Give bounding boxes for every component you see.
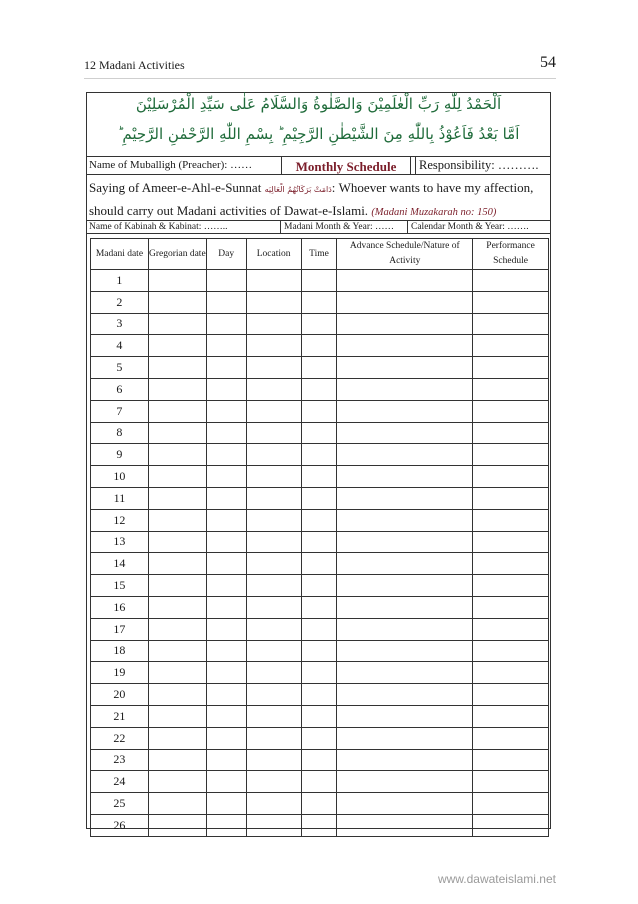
entry-cell[interactable] — [148, 640, 206, 662]
entry-cell[interactable] — [148, 487, 206, 509]
entry-cell[interactable] — [206, 575, 246, 597]
entry-cell[interactable] — [206, 313, 246, 335]
entry-cell[interactable] — [206, 814, 246, 836]
entry-cell[interactable] — [246, 814, 301, 836]
entry-cell[interactable] — [246, 640, 301, 662]
entry-cell[interactable] — [301, 596, 337, 618]
entry-cell[interactable] — [246, 444, 301, 466]
entry-cell[interactable] — [473, 466, 549, 488]
entry-cell[interactable] — [473, 640, 549, 662]
table-row — [91, 662, 549, 684]
entry-cell[interactable] — [301, 684, 337, 706]
entry-cell[interactable] — [246, 596, 301, 618]
arabic-hamd-line: اَلْحَمْدُ لِلّٰهِ رَبِّ الْعٰلَمِيْنَ وَالصَّلٰوةُ وَالسَّلَامُ عَلٰى سَيِّدِ الْمُرْسَلِيْنَ — [135, 95, 502, 113]
table-row — [91, 335, 549, 357]
row-number: 8 — [91, 422, 149, 444]
table-row — [91, 771, 549, 793]
table-row — [91, 509, 549, 531]
entry-cell[interactable] — [473, 509, 549, 531]
schedule-title: Monthly Schedule — [281, 156, 411, 175]
entry-cell[interactable] — [148, 727, 206, 749]
entry-cell[interactable] — [301, 487, 337, 509]
entry-cell[interactable] — [301, 531, 337, 553]
entry-cell[interactable] — [473, 422, 549, 444]
entry-cell[interactable] — [148, 793, 206, 815]
entry-cell[interactable] — [473, 814, 549, 836]
entry-cell[interactable] — [206, 727, 246, 749]
entry-cell[interactable] — [246, 531, 301, 553]
entry-cell[interactable] — [337, 640, 473, 662]
column-header: Advance Schedule/Nature of Activity — [337, 239, 473, 270]
entry-cell[interactable] — [473, 270, 549, 292]
table-row — [91, 553, 549, 575]
table-row — [91, 378, 549, 400]
entry-cell[interactable] — [148, 705, 206, 727]
entry-cell[interactable] — [301, 749, 337, 771]
entry-cell[interactable] — [301, 335, 337, 357]
entry-cell[interactable] — [337, 444, 473, 466]
entry-cell[interactable] — [206, 749, 246, 771]
entry-cell[interactable] — [301, 509, 337, 531]
entry-cell[interactable] — [337, 814, 473, 836]
responsibility-field[interactable]: Responsibility: ………. — [415, 157, 550, 174]
entry-cell[interactable] — [337, 771, 473, 793]
table-row — [91, 793, 549, 815]
row-number: 17 — [91, 618, 149, 640]
arabic-bismillah-line: اَمَّا بَعْدُ فَاَعُوْذُ بِاللّٰهِ مِنَ الشَّيْطٰنِ الرَّجِيْمِ ؕ بِسْمِ اللّٰهِ الرَّحْمٰنِ الرَّحِيْمِ ؕ — [117, 125, 520, 143]
entry-cell[interactable] — [473, 705, 549, 727]
entry-cell[interactable] — [246, 270, 301, 292]
entry-cell[interactable] — [473, 400, 549, 422]
entry-cell[interactable] — [206, 553, 246, 575]
entry-cell[interactable] — [337, 466, 473, 488]
entry-cell[interactable] — [206, 444, 246, 466]
row-number: 11 — [91, 487, 149, 509]
column-header: Time — [301, 239, 337, 270]
entry-cell[interactable] — [473, 618, 549, 640]
entry-cell[interactable] — [148, 357, 206, 379]
saying-text: : Whoever wants to have my affection, should carry out Madani activities of Dawat-e-Islami. — [89, 180, 534, 218]
book-title: 12 Madani Activities — [84, 58, 185, 72]
entry-cell[interactable] — [246, 684, 301, 706]
entry-cell[interactable] — [473, 553, 549, 575]
entry-cell[interactable] — [148, 270, 206, 292]
saying-reference: (Madani Muzakarah no: 150) — [371, 207, 497, 218]
entry-cell[interactable] — [473, 749, 549, 771]
page-header — [84, 56, 556, 76]
entry-cell[interactable] — [473, 727, 549, 749]
entry-cell[interactable] — [337, 553, 473, 575]
entry-cell[interactable] — [246, 662, 301, 684]
row-number: 19 — [91, 662, 149, 684]
entry-cell[interactable] — [246, 509, 301, 531]
entry-cell[interactable] — [337, 335, 473, 357]
entry-cell[interactable] — [148, 684, 206, 706]
entry-cell[interactable] — [206, 378, 246, 400]
column-header: Gregorian date — [148, 239, 206, 270]
entry-cell[interactable] — [206, 335, 246, 357]
entry-cell[interactable] — [246, 466, 301, 488]
row-number: 16 — [91, 596, 149, 618]
entry-cell[interactable] — [473, 487, 549, 509]
entry-cell[interactable] — [206, 662, 246, 684]
table-row — [91, 575, 549, 597]
entry-cell[interactable] — [246, 378, 301, 400]
table-row — [91, 814, 549, 836]
entry-cell[interactable] — [337, 357, 473, 379]
row-number: 26 — [91, 814, 149, 836]
entry-cell[interactable] — [148, 466, 206, 488]
table-row — [91, 444, 549, 466]
website-footer: www.dawateislami.net — [437, 872, 556, 886]
row-number: 22 — [91, 727, 149, 749]
entry-cell[interactable] — [473, 444, 549, 466]
entry-cell[interactable] — [337, 378, 473, 400]
entry-cell[interactable] — [246, 553, 301, 575]
entry-cell[interactable] — [473, 335, 549, 357]
kabinah-field[interactable]: Name of Kabinah & Kabinat: …….. — [89, 222, 228, 232]
row-number: 10 — [91, 466, 149, 488]
entry-cell[interactable] — [148, 814, 206, 836]
entry-cell[interactable] — [148, 596, 206, 618]
row-number: 5 — [91, 357, 149, 379]
entry-cell[interactable] — [337, 575, 473, 597]
entry-cell[interactable] — [337, 270, 473, 292]
entry-cell[interactable] — [246, 357, 301, 379]
row-number: 12 — [91, 509, 149, 531]
muballigh-row — [87, 156, 550, 175]
table-row — [91, 313, 549, 335]
entry-cell[interactable] — [206, 291, 246, 313]
entry-cell[interactable] — [246, 771, 301, 793]
table-row — [91, 422, 549, 444]
row-number: 23 — [91, 749, 149, 771]
entry-cell[interactable] — [337, 291, 473, 313]
entry-cell[interactable] — [206, 270, 246, 292]
row-number: 25 — [91, 793, 149, 815]
entry-cell[interactable] — [337, 662, 473, 684]
entry-cell[interactable] — [337, 618, 473, 640]
row-number: 7 — [91, 400, 149, 422]
kabinah-row — [87, 220, 550, 234]
entry-cell[interactable] — [473, 357, 549, 379]
schedule-table — [90, 238, 549, 837]
table-row — [91, 400, 549, 422]
entry-cell[interactable] — [301, 618, 337, 640]
entry-cell[interactable] — [246, 291, 301, 313]
entry-cell[interactable] — [246, 618, 301, 640]
entry-cell[interactable] — [473, 313, 549, 335]
entry-cell[interactable] — [301, 575, 337, 597]
row-number: 21 — [91, 705, 149, 727]
entry-cell[interactable] — [246, 335, 301, 357]
table-row — [91, 684, 549, 706]
entry-cell[interactable] — [301, 727, 337, 749]
entry-cell[interactable] — [148, 400, 206, 422]
entry-cell[interactable] — [301, 378, 337, 400]
table-row — [91, 531, 549, 553]
entry-cell[interactable] — [206, 422, 246, 444]
entry-cell[interactable] — [246, 575, 301, 597]
entry-cell[interactable] — [148, 509, 206, 531]
schedule-form — [86, 92, 551, 832]
entry-cell[interactable] — [206, 487, 246, 509]
entry-cell[interactable] — [148, 335, 206, 357]
entry-cell[interactable] — [337, 684, 473, 706]
entry-cell[interactable] — [148, 771, 206, 793]
entry-cell[interactable] — [473, 793, 549, 815]
table-row — [91, 749, 549, 771]
muballigh-field[interactable]: Name of Muballigh (Preacher): …… — [89, 159, 253, 171]
row-number: 9 — [91, 444, 149, 466]
entry-cell[interactable] — [337, 531, 473, 553]
row-number: 3 — [91, 313, 149, 335]
saying-block — [89, 177, 549, 223]
table-row — [91, 270, 549, 292]
table-row — [91, 596, 549, 618]
entry-cell[interactable] — [246, 793, 301, 815]
entry-cell[interactable] — [473, 291, 549, 313]
entry-cell[interactable] — [337, 313, 473, 335]
entry-cell[interactable] — [206, 705, 246, 727]
entry-cell[interactable] — [206, 793, 246, 815]
entry-cell[interactable] — [246, 487, 301, 509]
entry-cell[interactable] — [206, 618, 246, 640]
entry-cell[interactable] — [301, 466, 337, 488]
entry-cell[interactable] — [473, 596, 549, 618]
entry-cell[interactable] — [301, 814, 337, 836]
table-row — [91, 618, 549, 640]
entry-cell[interactable] — [148, 575, 206, 597]
entry-cell[interactable] — [473, 575, 549, 597]
entry-cell[interactable] — [301, 291, 337, 313]
entry-cell[interactable] — [246, 705, 301, 727]
column-header: Location — [246, 239, 301, 270]
entry-cell[interactable] — [301, 793, 337, 815]
madani-month-field[interactable]: Madani Month & Year: …… — [280, 221, 394, 233]
entry-cell[interactable] — [337, 727, 473, 749]
entry-cell[interactable] — [206, 596, 246, 618]
entry-cell[interactable] — [301, 313, 337, 335]
entry-cell[interactable] — [337, 793, 473, 815]
entry-cell[interactable] — [246, 749, 301, 771]
entry-cell[interactable] — [301, 270, 337, 292]
entry-cell[interactable] — [301, 662, 337, 684]
header-divider — [84, 78, 556, 79]
table-row — [91, 357, 549, 379]
entry-cell[interactable] — [148, 553, 206, 575]
entry-cell[interactable] — [473, 771, 549, 793]
entry-cell[interactable] — [148, 531, 206, 553]
entry-cell[interactable] — [337, 749, 473, 771]
entry-cell[interactable] — [206, 400, 246, 422]
row-number: 1 — [91, 270, 149, 292]
column-header: Madani date — [91, 239, 149, 270]
calendar-month-field[interactable]: Calendar Month & Year: ……. — [407, 221, 529, 233]
entry-cell[interactable] — [473, 378, 549, 400]
entry-cell[interactable] — [206, 466, 246, 488]
entry-cell[interactable] — [206, 684, 246, 706]
row-number: 2 — [91, 291, 149, 313]
entry-cell[interactable] — [246, 422, 301, 444]
entry-cell[interactable] — [246, 400, 301, 422]
row-number: 18 — [91, 640, 149, 662]
entry-cell[interactable] — [148, 291, 206, 313]
entry-cell[interactable] — [301, 444, 337, 466]
entry-cell[interactable] — [246, 313, 301, 335]
entry-cell[interactable] — [473, 662, 549, 684]
row-number: 6 — [91, 378, 149, 400]
entry-cell[interactable] — [337, 509, 473, 531]
entry-cell[interactable] — [301, 400, 337, 422]
entry-cell[interactable] — [148, 378, 206, 400]
entry-cell[interactable] — [206, 531, 246, 553]
row-number: 20 — [91, 684, 149, 706]
entry-cell[interactable] — [337, 422, 473, 444]
column-header: Performance Schedule — [473, 239, 549, 270]
table-body — [91, 270, 549, 837]
table-row — [91, 727, 549, 749]
entry-cell[interactable] — [301, 422, 337, 444]
entry-cell[interactable] — [473, 684, 549, 706]
table-row — [91, 705, 549, 727]
table-row — [91, 466, 549, 488]
entry-cell[interactable] — [206, 771, 246, 793]
entry-cell[interactable] — [301, 705, 337, 727]
table-header-row — [91, 239, 549, 270]
entry-cell[interactable] — [473, 531, 549, 553]
entry-cell[interactable] — [246, 727, 301, 749]
entry-cell[interactable] — [337, 596, 473, 618]
entry-cell[interactable] — [148, 313, 206, 335]
entry-cell[interactable] — [206, 509, 246, 531]
entry-cell[interactable] — [301, 771, 337, 793]
row-number: 4 — [91, 335, 149, 357]
entry-cell[interactable] — [206, 640, 246, 662]
entry-cell[interactable] — [337, 400, 473, 422]
page-number: 54 — [540, 54, 556, 71]
entry-cell[interactable] — [206, 357, 246, 379]
entry-cell[interactable] — [337, 705, 473, 727]
entry-cell[interactable] — [148, 749, 206, 771]
entry-cell[interactable] — [301, 553, 337, 575]
saying-prefix: Saying of Ameer-e-Ahl-e-Sunnat — [89, 180, 262, 195]
entry-cell[interactable] — [301, 357, 337, 379]
row-number: 24 — [91, 771, 149, 793]
table-row — [91, 640, 549, 662]
entry-cell[interactable] — [148, 662, 206, 684]
column-header: Day — [206, 239, 246, 270]
entry-cell[interactable] — [148, 422, 206, 444]
row-number: 14 — [91, 553, 149, 575]
table-row — [91, 487, 549, 509]
saying-dua: دَامَتْ بَرَكَاتُهُمُ الْعَالِيَه — [264, 185, 332, 194]
table-row — [91, 291, 549, 313]
row-number: 15 — [91, 575, 149, 597]
row-number: 13 — [91, 531, 149, 553]
entry-cell[interactable] — [337, 487, 473, 509]
entry-cell[interactable] — [148, 618, 206, 640]
entry-cell[interactable] — [301, 640, 337, 662]
entry-cell[interactable] — [148, 444, 206, 466]
